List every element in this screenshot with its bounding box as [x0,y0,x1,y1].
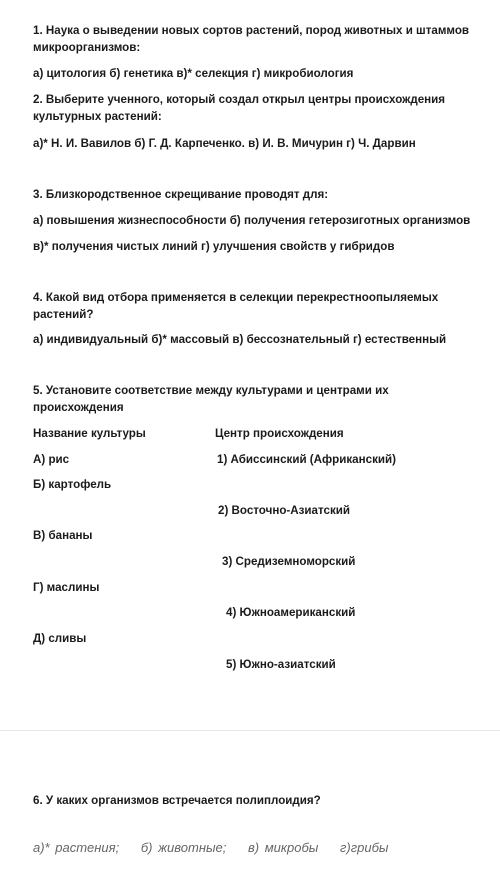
section-divider [0,730,500,731]
q6-answer-c: в) микробы [248,840,319,855]
culture-item: Б) картофель [33,478,112,491]
q1-question: 1. Наука о выведении новых сортов растений, пород животных и штаммов микроорганизмов: [33,24,470,54]
culture-item: В) бананы [33,529,93,542]
q5-left-header: Название культуры [33,427,146,440]
center-item: 5) Южно-азиатский [226,658,336,671]
q3-answers-line2: в)* получения чистых линий г) улучшения свойств у гибридов [33,240,395,253]
q6-question: 6. У каких организмов встречается полиплоидия? [33,794,321,807]
q2-question: 2. Выберите ученного, который создал открыл центры происхождения культурных растений: [33,93,446,123]
q3-answers-line1: а) повышения жизнеспособности б) получения гетерозиготных организмов [33,214,471,227]
q6-answer-a: а)* растения; [33,840,120,855]
q6-answers [33,840,405,855]
center-item: 2) Восточно-Азиатский [218,504,351,517]
q6-answer-d: г)грибы [340,840,389,855]
center-item: 3) Средиземноморский [222,555,356,568]
q2-answers: а)* Н. И. Вавилов б) Г. Д. Карпеченко. в) И. В. Мичурин г) Ч. Дарвин [33,137,416,150]
culture-item: А) рис [33,453,70,466]
center-item: 4) Южноамериканский [226,606,356,619]
q6-answer-b: б) животные; [140,840,227,855]
q1-answers: а) цитология б) генетика в)* селекция г) микробиология [33,67,354,80]
culture-item: Г) маслины [33,581,100,594]
culture-item: Д) сливы [33,632,87,645]
q4-answers: а) индивидуальный б)* массовый в) бессознательный г) естественный [33,333,447,346]
q4-question: 4. Какой вид отбора применяется в селекции перекрестноопыляемых растений? [33,291,439,321]
q3-question: 3. Близкородственное скрещивание проводят для: [33,188,329,201]
q5-right-header: Центр происхождения [215,427,344,440]
q5-question: 5. Установите соответствие между культурами и центрами их происхождения [33,384,389,414]
center-item: 1) Абиссинский (Африканский) [217,453,396,466]
